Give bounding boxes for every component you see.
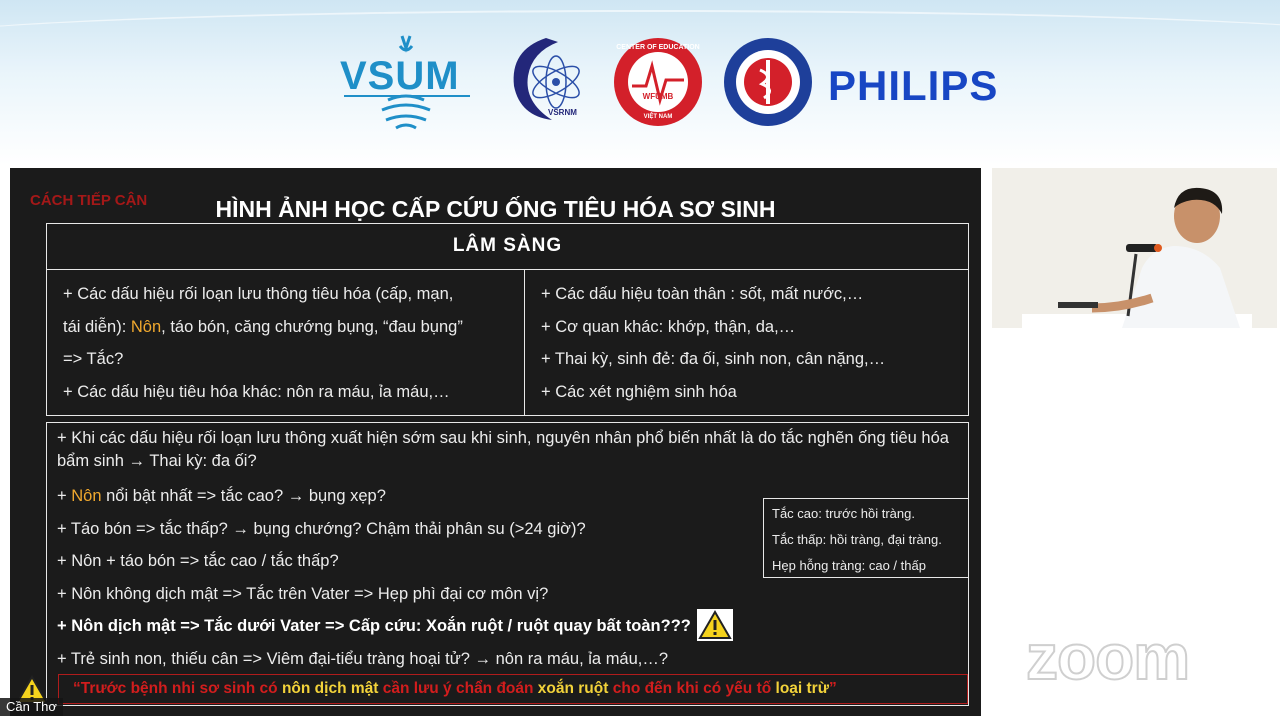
approach-line: + Táo bón => tắc thấp? → bụng chướng? Chậm thải phân su (>24 giờ)? xyxy=(57,519,586,538)
vsum-emblem-icon xyxy=(330,32,490,132)
note-line: Tắc cao: trước hồi tràng. xyxy=(772,506,915,521)
warning-quote xyxy=(58,674,968,704)
clinical-right-text xyxy=(525,270,968,408)
philips-logo: PHILIPS xyxy=(828,62,999,109)
right-line: + Các xét nghiệm sinh hóa xyxy=(541,382,737,401)
section-tag: CÁCH TIẾP CẬN xyxy=(30,192,148,209)
quote-part: cho đến khi có yếu tố xyxy=(608,680,776,697)
right-line: + Các dấu hiệu toàn thân : sốt, mất nước,… xyxy=(541,285,864,303)
ctump-seal-icon xyxy=(722,36,814,128)
approach-line: + Nôn + táo bón => tắc cao / tắc thấp? xyxy=(57,552,339,570)
right-line: + Thai kỳ, sinh đẻ: đa ối, sinh non, cân nặng,… xyxy=(541,350,886,368)
vsum-logo xyxy=(330,32,490,132)
warning-icon xyxy=(697,609,733,641)
obstruction-note xyxy=(763,498,969,578)
zoom-watermark: zoom xyxy=(1026,621,1190,693)
wfumb-logo xyxy=(612,36,704,128)
note-line: Tắc thấp: hồi tràng, đại tràng. xyxy=(772,532,942,547)
note-line: Hẹp hỗng tràng: cao / thấp xyxy=(772,558,926,573)
presentation-slide xyxy=(10,168,981,716)
approach-line-part: nổi bật nhất => tắc cao? → bụng xẹp? xyxy=(101,487,386,505)
clinical-left-text xyxy=(47,270,524,408)
logo-row xyxy=(330,32,1030,132)
wfumb-logo-mid-text: WFUMB xyxy=(642,92,674,101)
quote-highlight: xoắn ruột xyxy=(537,680,609,697)
quote-part: ” xyxy=(828,680,837,697)
clinical-right-column xyxy=(524,269,969,416)
sponsor-banner xyxy=(0,0,1280,165)
slide-title: HÌNH ẢNH HỌC CẤP CỨU ỐNG TIÊU HÓA SƠ SINH xyxy=(215,196,776,222)
approach-line: + Trẻ sinh non, thiếu cân => Viêm đại-tiểu tràng hoại tử? → nôn ra máu, ỉa máu,…? xyxy=(57,649,669,668)
ctump-logo xyxy=(722,36,814,128)
quote-highlight: loại trừ xyxy=(775,680,829,697)
highlight-vomit: Nôn xyxy=(130,317,162,336)
clinical-left-column xyxy=(46,269,525,416)
speaker-figure xyxy=(992,168,1277,328)
left-line xyxy=(63,311,514,344)
emergency-text: + Nôn dịch mật => Tắc dưới Vater => Cấp cứu: Xoắn ruột / ruột quay bất toàn??? xyxy=(57,617,691,635)
left-line: + Các dấu hiệu tiêu hóa khác: nôn ra máu, ỉa máu,… xyxy=(63,382,450,401)
vsrnm-logo xyxy=(506,32,592,122)
speaker-video[interactable] xyxy=(992,168,1277,328)
highlight-vomit: Nôn xyxy=(71,487,102,505)
quote-part: “Trước bệnh nhi sơ sinh có xyxy=(73,680,282,697)
vsrnm-logo-text: VSRNM xyxy=(548,108,577,117)
left-line: + Các dấu hiệu rối loạn lưu thông tiêu hóa (cấp, mạn, xyxy=(63,285,454,303)
wfumb-logo-top-text: CENTER OF EDUCATION xyxy=(616,44,700,51)
approach-line: + Khi các dấu hiệu rối loạn lưu thông xuất hiện sớm sau khi sinh, nguyên nhân phổ biến nhất là do tắc nghẽn ống tiêu hóa bẩm sinh → Thai kỳ: đa ối? xyxy=(57,429,949,470)
left-line: => Tắc? xyxy=(63,350,124,368)
right-line: + Cơ quan khác: khớp, thận, da,… xyxy=(541,317,796,336)
clinical-header: LÂM SÀNG xyxy=(46,223,969,270)
wfumb-logo-bottom-text: VIỆT NAM xyxy=(643,114,673,120)
participant-name-label: Cần Thơ xyxy=(0,698,63,716)
approach-line-emergency xyxy=(57,610,960,643)
approach-line-part: + xyxy=(57,487,72,505)
quote-part: cần lưu ý chẩn đoán xyxy=(378,680,538,697)
approach-line: + Nôn không dịch mật => Tắc trên Vater => Hẹp phì đại cơ môn vị? xyxy=(57,584,549,603)
left-line-part: tái diễn): xyxy=(63,317,131,336)
quote-highlight: nôn dịch mật xyxy=(281,680,379,697)
left-line-part: , táo bón, căng chướng bụng, “đau bụng” xyxy=(161,317,463,336)
vsum-logo-text: VSUM xyxy=(340,54,460,98)
